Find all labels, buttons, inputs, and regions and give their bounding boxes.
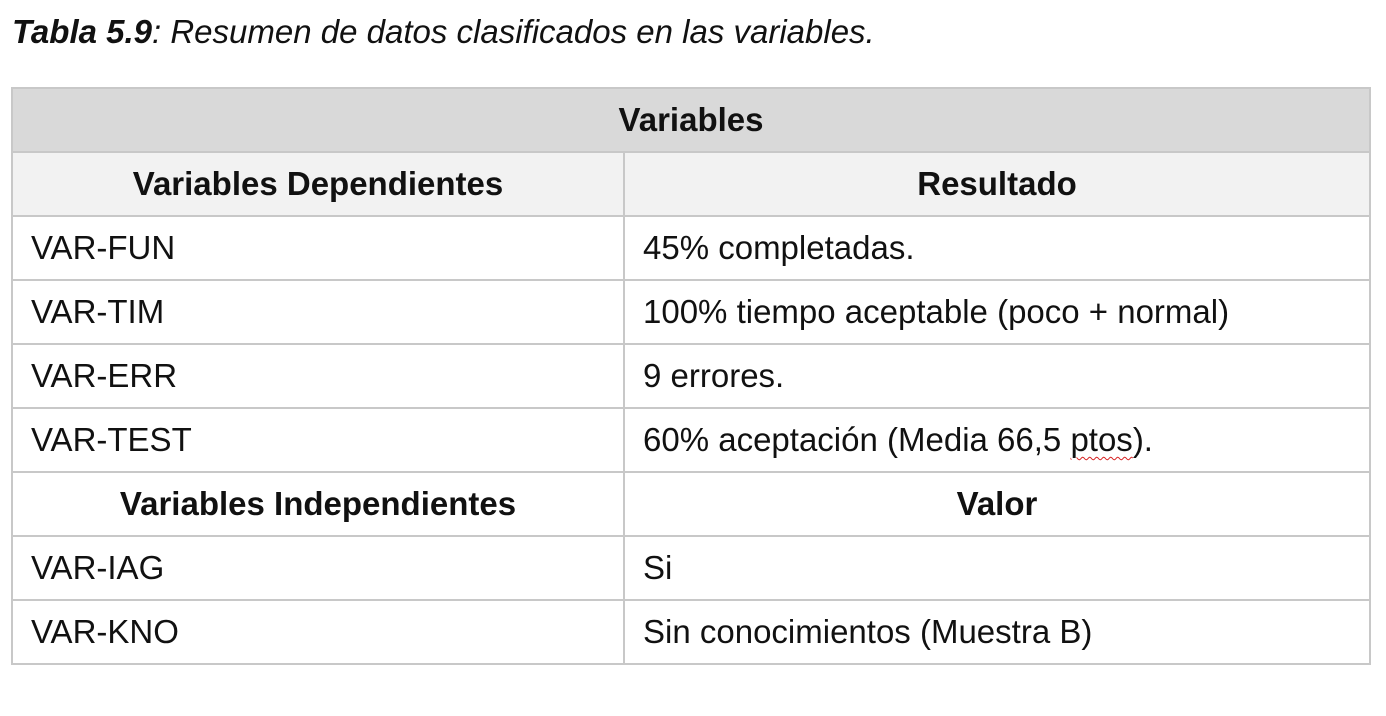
variable-cell: VAR-KNO xyxy=(12,600,624,664)
dependent-variables-header: Variables Dependientes xyxy=(12,152,624,216)
value-text-start: 60% aceptación (Media 66,5 xyxy=(643,421,1071,458)
value-cell: 45% completadas. xyxy=(624,216,1370,280)
table-row xyxy=(12,536,1370,600)
table-row xyxy=(12,600,1370,664)
variable-cell: VAR-TEST xyxy=(12,408,624,472)
value-cell: 100% tiempo aceptable (poco + normal) xyxy=(624,280,1370,344)
variable-cell: VAR-FUN xyxy=(12,216,624,280)
value-cell xyxy=(624,408,1370,472)
table-row xyxy=(12,280,1370,344)
value-cell: Si xyxy=(624,536,1370,600)
caption-label: Tabla 5.9 xyxy=(12,13,153,50)
variable-cell: VAR-TIM xyxy=(12,280,624,344)
table-row xyxy=(12,408,1370,472)
table-title: Variables xyxy=(12,88,1370,152)
spellcheck-flagged-word: ptos xyxy=(1070,421,1133,458)
value-cell: Sin conocimientos (Muestra B) xyxy=(624,600,1370,664)
result-header: Resultado xyxy=(624,152,1370,216)
table-title-row xyxy=(12,88,1370,152)
variables-summary-table xyxy=(11,87,1371,665)
value-text-end: ). xyxy=(1132,421,1153,458)
independent-variables-header: Variables Independientes xyxy=(12,472,624,536)
variable-cell: VAR-ERR xyxy=(12,344,624,408)
table-row xyxy=(12,216,1370,280)
table-row xyxy=(12,344,1370,408)
independent-header-row xyxy=(12,472,1370,536)
caption-text: : Resumen de datos clasificados en las variables. xyxy=(152,13,875,50)
variable-cell: VAR-IAG xyxy=(12,536,624,600)
value-cell: 9 errores. xyxy=(624,344,1370,408)
table-caption xyxy=(12,10,875,54)
value-header: Valor xyxy=(624,472,1370,536)
dependent-header-row xyxy=(12,152,1370,216)
